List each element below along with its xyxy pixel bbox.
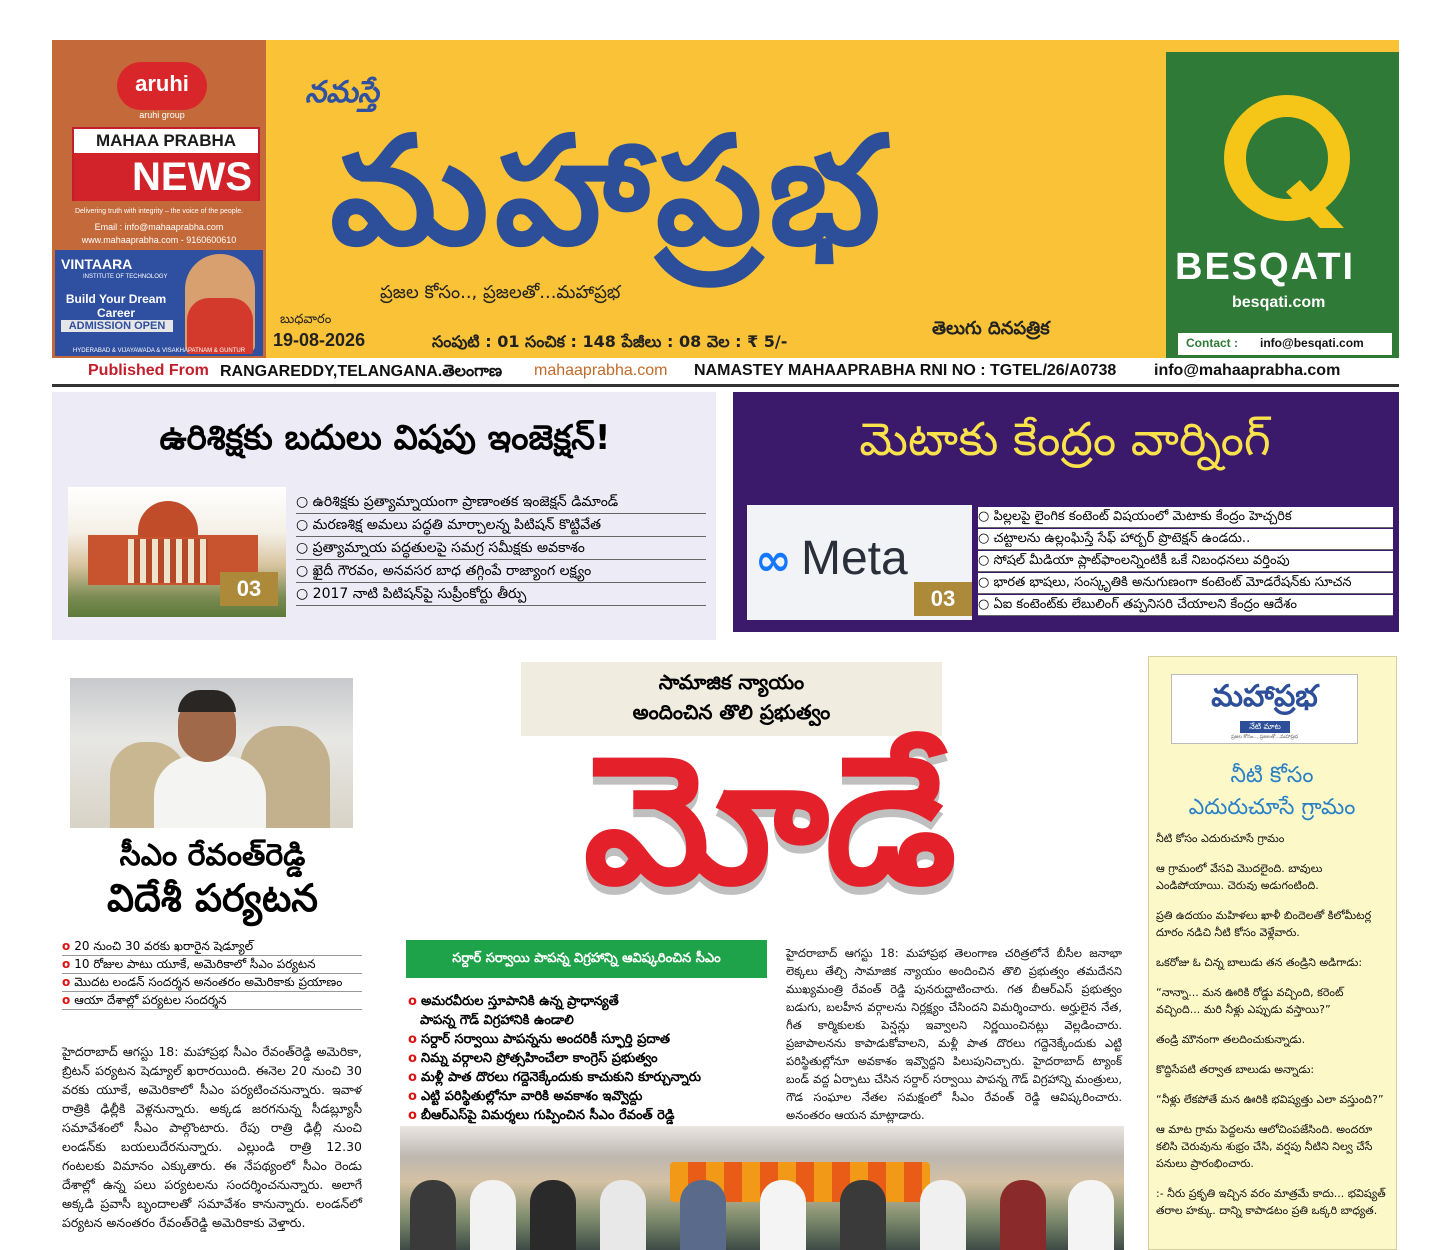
- list-item: o బీఆర్ఎస్‌పై విమర్శలు గుప్పించిన సీఎం రేవంత్ రెడ్డి: [408, 1108, 675, 1123]
- masthead-weekday: బుధవారం: [280, 312, 332, 327]
- lead-headline[interactable]: మోడే: [583, 717, 953, 924]
- crowd-person: [470, 1180, 516, 1250]
- teaser-right-points: [978, 507, 1393, 617]
- published-site[interactable]: mahaaprabha.com: [534, 362, 668, 379]
- student-shirt: [187, 298, 253, 354]
- sidebar-paragraph: ఆ మాట గ్రామ పెద్దలను ఆలోచింపజేసింది. అందరూ కలిసి చెరువును శుభ్రం చేసి, వర్షపు నీటిని నిల్వ చేసే పనులు ప్రారంభించారు.: [1156, 1123, 1373, 1170]
- sidebar-paragraph: “నాన్నా... మన ఊరికి రోడ్డు వచ్చింది, కరెంట్ వచ్చింది... మరి నీళ్లు ఎప్పుడు వస్తాయి?”: [1156, 986, 1344, 1016]
- kicker-line-1: సామాజిక న్యాయం: [658, 670, 805, 694]
- crowd-person: [920, 1180, 966, 1250]
- statue-unveiling-photo: [400, 1126, 1124, 1250]
- vintaara-build: Build Your Dream Career: [65, 292, 167, 320]
- publisher-strip: [52, 360, 1399, 384]
- vintaara-locations: HYDERABAD & VIJAYAWADA & VISAKHAPATNAM & GUNTUR: [72, 348, 246, 354]
- sidebar-body: [1156, 830, 1388, 1232]
- vintaara-title: VINTAARA: [61, 256, 133, 272]
- teaser-left-page: 03: [220, 572, 278, 606]
- contact-email[interactable]: info@besqati.com: [1260, 336, 1364, 350]
- list-item: ○ సోషల్ మీడియా ప్లాట్‌ఫాంలన్నింటికీ ఒకే నిబంధనలు వర్తింపు: [978, 551, 1393, 572]
- sidebar-paragraph: ప్రతి ఉదయం మహిళలు ఖాళీ బిందెలతో కిలోమీటర్ల దూరం నడిచి నీటి కోసం వెళ్లేవారు.: [1156, 909, 1372, 939]
- crowd-person: [530, 1180, 576, 1250]
- masthead-issue-info: సంపుటి : 01 సంచిక : 148 పేజీలు : 08 వెల : ₹ 5/-: [432, 332, 788, 351]
- sidebar-logo-sub: నేటి మాట: [1240, 721, 1290, 733]
- sidebar-paragraph: :- నీరు ప్రకృతి ఇచ్చిన వరం మాత్రమే కాదు... భవిష్యత్ తరాల హక్కు. దాన్ని కాపాడటం ప్రతి ఒక్కరి బాధ్యత.: [1156, 1187, 1386, 1217]
- meta-infinity-icon: ∞: [755, 535, 792, 586]
- crowd-person: [840, 1180, 886, 1250]
- news-logo-top: MAHAA PRABHA: [74, 129, 258, 153]
- besqati-q-icon: [1212, 88, 1362, 238]
- vintaara-subtitle: INSTITUTE OF TECHNOLOGY: [83, 274, 168, 280]
- besqati-url[interactable]: besqati.com: [1232, 294, 1326, 311]
- masthead-date: 19-08-2026: [273, 330, 366, 350]
- crowd-person: [680, 1180, 726, 1250]
- masthead-namaste: నమస్తే: [305, 75, 379, 110]
- list-item: ○ పిల్లలపై లైంగిక కంటెంట్ విషయంలో మెటాకు కేంద్రం హెచ్చరిక: [978, 507, 1393, 528]
- court-columns: [128, 539, 208, 583]
- news-contact: www.mahaaprabha.com - 9160600610: [81, 235, 237, 245]
- published-location: RANGAREDDY,TELANGANA.తెలంగాణ: [220, 363, 503, 380]
- sidebar-paragraph: “నీళ్లు లేకపోతే మన ఊరికి భవిష్యత్తు ఎలా వస్తుంది?”: [1156, 1093, 1384, 1106]
- crowd-person: [1068, 1180, 1114, 1250]
- neti-mata-logo: [1171, 674, 1358, 744]
- teaser-right-headline[interactable]: మెటాకు కేంద్రం వార్నింగ్: [859, 412, 1271, 466]
- crowd-person: [1000, 1180, 1046, 1250]
- rni-number: NAMASTEY MAHAAPRABHA RNI NO : TGTEL/26/A0738: [694, 362, 1117, 379]
- cm-points: [62, 938, 362, 1010]
- news-email: Email : info@mahaaprabha.com: [94, 222, 224, 232]
- crowd-person: [760, 1180, 806, 1250]
- cm-article-body: హైదరాబాద్ ఆగస్టు 18: మహాప్రభ సీఎం రేవంత్‌రెడ్డి అమెరికా, బ్రిటన్ పర్యటన షెడ్యూల్ ఖరారయింది. ఈనెల 20 నుంచి 30 వరకు యూకే, అమెరికాలో సీఎం పర్యటించనున్నారు. ఇవాళ రాత్రికి ఢిల్లీకి వెళ్లనున్నారు. అక్కడ జరగనున్న సీడబ్ల్యూసీ సమావేశంలో సీఎం పాల్గొంటారు. రేపు రాత్రి ఢిల్లీ నుంచి లండన్‌కు బయలుదేరనున్నారు. ఎల్లుండి రాత్రి 12.30 గంటలకు విమానం ఎక్కుతారు. ఈ నేపథ్యంలో సీఎం రెండు దేశాల్లో ఉన్న పలు పర్యటలను సందర్శించనున్నారు. అలాగే అక్కడి ప్రవాసీ బృందాలతో సమావేశం కానున్నారు. లండన్‌లో పర్యటన అనంతరం రేవంత్‌రెడ్డి అమెరికాకు వెళ్తారు.: [62, 1044, 362, 1230]
- list-item: o 10 రోజుల పాటు యూకే, అమెరికాలో సీఎం పర్యటన: [62, 956, 362, 974]
- list-item: ○ మరణశిక్ష అమలు పద్ధతి మార్చాలన్న పిటిషన్ కొట్టివేత: [296, 514, 706, 537]
- sidebar-title[interactable]: నీటి కోసం ఎదురుచూసే గ్రామం: [1188, 763, 1356, 820]
- list-item: o 20 నుంచి 30 వరకు ఖరారైన షెడ్యూల్: [62, 938, 362, 956]
- list-item: o సర్దార్ సర్వాయి పాపన్నను అందరికీ స్ఫూర్తి ప్రదాత: [408, 1032, 671, 1047]
- besqati-contact: [1178, 333, 1392, 355]
- list-item: o మళ్లీ పాత దొరలు గద్దెనెక్కేందుకు కాచుకుని కూర్చున్నారు: [408, 1070, 701, 1085]
- list-item: o నిమ్న వర్గాలని ప్రోత్సహించేలా కాంగ్రెస్ ప్రభుత్వం: [408, 1051, 658, 1066]
- besqati-brand: BESQATI: [1175, 246, 1356, 288]
- list-item: ○ ప్రత్యామ్నాయ పద్ధతులపై సమగ్ర సమీక్షకు అవకాశం: [296, 537, 706, 560]
- mahaaprabha-news-logo: [72, 127, 260, 201]
- teaser-left-points: [296, 491, 706, 606]
- list-item: ○ భారత భాషలు, సంస్కృతికి అనుగుణంగా కంటెంట్ మోడరేషన్‌కు సూచన: [978, 573, 1393, 594]
- kicker-line-2: అందించిన తొలి ప్రభుత్వం: [632, 700, 831, 724]
- cm-headline-2[interactable]: విదేశీ పర్యటన: [107, 876, 318, 920]
- list-item: ○ ఏఐ కంటెంట్‌కు లేబులింగ్ తప్పనిసరి చేయాలని కేంద్రం ఆదేశం: [978, 595, 1393, 616]
- teaser-right-page: 03: [914, 582, 972, 616]
- news-slogan: Delivering truth with integrity – the voice of the people.: [74, 208, 244, 215]
- sidebar-paragraph: ఒకరోజు ఓ చిన్న బాలుడు తన తండ్రిని అడిగాడు:: [1156, 956, 1363, 969]
- masthead-tagline: ప్రజల కోసం.., ప్రజలతో...మహాప్రభ: [380, 282, 621, 303]
- sidebar-logo-tag: ప్రజల కోసం.., ప్రజలతో...మహాప్రభ: [1231, 734, 1298, 740]
- vintaara-ad[interactable]: [55, 250, 263, 356]
- meta-wordmark: Meta: [801, 532, 908, 585]
- crowd-person: [600, 1180, 646, 1250]
- published-from: Published From: [88, 362, 209, 379]
- list-item: o ఆయా దేశాల్లో పర్యటల సందర్శన: [62, 992, 362, 1010]
- list-item: ○ చట్టాలను ఉల్లంఘిస్తే సేఫ్ హార్బర్ ప్రొటెక్షన్ ఉండదు..: [978, 529, 1393, 550]
- crowd-person: [410, 1180, 456, 1250]
- sidebar-logo-title: మహాప్రభ: [1211, 679, 1318, 714]
- cm-hair: [178, 690, 236, 712]
- cm-photo: [70, 678, 353, 828]
- teaser-left-headline[interactable]: ఉరిశిక్షకు బదులు విషపు ఇంజెక్షన్!: [159, 418, 611, 458]
- list-item: ○ 2017 నాటి పిటిషన్‌పై సుప్రీంకోర్టు తీర్పు: [296, 583, 706, 606]
- contact-label: Contact :: [1186, 336, 1238, 350]
- sidebar-paragraph: ఆ గ్రామంలో వేసవి మొదలైంది. బావులు ఎండిపోయాయి. చెరువు అడుగంటింది.: [1156, 862, 1323, 892]
- list-item: o మొదట లండన్ సందర్శన అనంతరం అమెరికాకు ప్రయాణం: [62, 974, 362, 992]
- masthead-rule: [52, 384, 1399, 387]
- aruhi-logo: aruhi: [117, 62, 207, 110]
- sidebar-paragraph: కొద్దిసేపటి తర్వాత బాలుడు అన్నాడు:: [1156, 1063, 1315, 1076]
- lead-points: [408, 992, 753, 1125]
- sidebar-paragraph: తండ్రి మౌనంగా తలదించుకున్నాడు.: [1156, 1033, 1306, 1046]
- lead-green-bar: సర్దార్ సర్వాయి పాపన్న విగ్రహాన్ని ఆవిష్కరించిన సీఎం: [406, 940, 767, 978]
- court-dome: [138, 501, 198, 537]
- list-item: పాపన్న గౌడ్ విగ్రహానికి ఉండాలి: [420, 1013, 574, 1028]
- published-email[interactable]: info@mahaaprabha.com: [1154, 362, 1341, 379]
- masthead-title: మహాప్రభ: [330, 105, 887, 279]
- aruhi-group: aruhi group: [139, 110, 185, 120]
- list-item: o ఎట్టి పరిస్థితుల్లోనూ వారికి అవకాశం ఇవ్వొద్దు: [408, 1089, 643, 1104]
- sidebar-paragraph: నీటి కోసం ఎదురుచూసే గ్రామం: [1156, 832, 1285, 845]
- masthead-daily-label: తెలుగు దినపత్రిక: [932, 318, 1050, 339]
- list-item: o అమరవీరుల స్తూపానికి ఉన్న ప్రాధాన్యతే: [408, 994, 619, 1009]
- cm-figure: [154, 756, 266, 828]
- list-item: ○ ఉరిశిక్షకు ప్రత్యామ్నాయంగా ప్రాణాంతక ఇంజెక్షన్ డిమాండ్: [296, 491, 706, 514]
- lead-article-body: హైదరాబాద్ ఆగస్టు 18: మహాప్రభ తెలంగాణ చరిత్రలోనే బీసీల జనాభా లెక్కలు తేల్చి సామాజిక న్యాయం అందించిన తొలి ప్రభుత్వం తమదేనని ముఖ్యమంత్రి రేవంత్ రెడ్డి పునరుద్ఘాటించారు. గత బీఆర్ఎస్ ప్రభుత్వం బడుగు, బలహీన వర్గాలను నిర్లక్ష్యం చేసిందని విమర్శించారు. అర్హులైన నేత, గీత కార్మికులకు పెన్షన్లు ఇవ్వాలని నిర్ణయించినట్లు వెల్లడించారు. ప్రజాపాలనను కాపాడుకోవాలని, మళ్లీ పాత దొరలు గద్దెనెక్కేందుకు ఎట్టి పరిస్థితుల్లోనూ అవకాశం ఇవ్వొద్దని పిలుపునిచ్చారు. హైదరాబాద్ ట్యాంక్ బండ్ వద్ద ఏర్పాటు చేసిన సర్దార్ సర్వాయి పాపన్న గౌడ్ విగ్రహాన్ని మంత్రులు, గౌడ సంఘాల నేతల సమక్షంలో సీఎం రేవంత్ రెడ్డి ఆవిష్కరించారు. అనంతరం ఆయన మాట్లాడారు.: [786, 946, 1122, 1122]
- admission-badge: ADMISSION OPEN: [61, 320, 173, 332]
- list-item: ○ ఖైదీ గౌరవం, అనవసర బాధ తగ్గింపే రాజ్యాంగ లక్ష్యం: [296, 560, 706, 583]
- cm-headline-1[interactable]: సీఎం రేవంత్‌రెడ్డి: [119, 838, 306, 873]
- news-logo-bottom: NEWS: [74, 153, 258, 201]
